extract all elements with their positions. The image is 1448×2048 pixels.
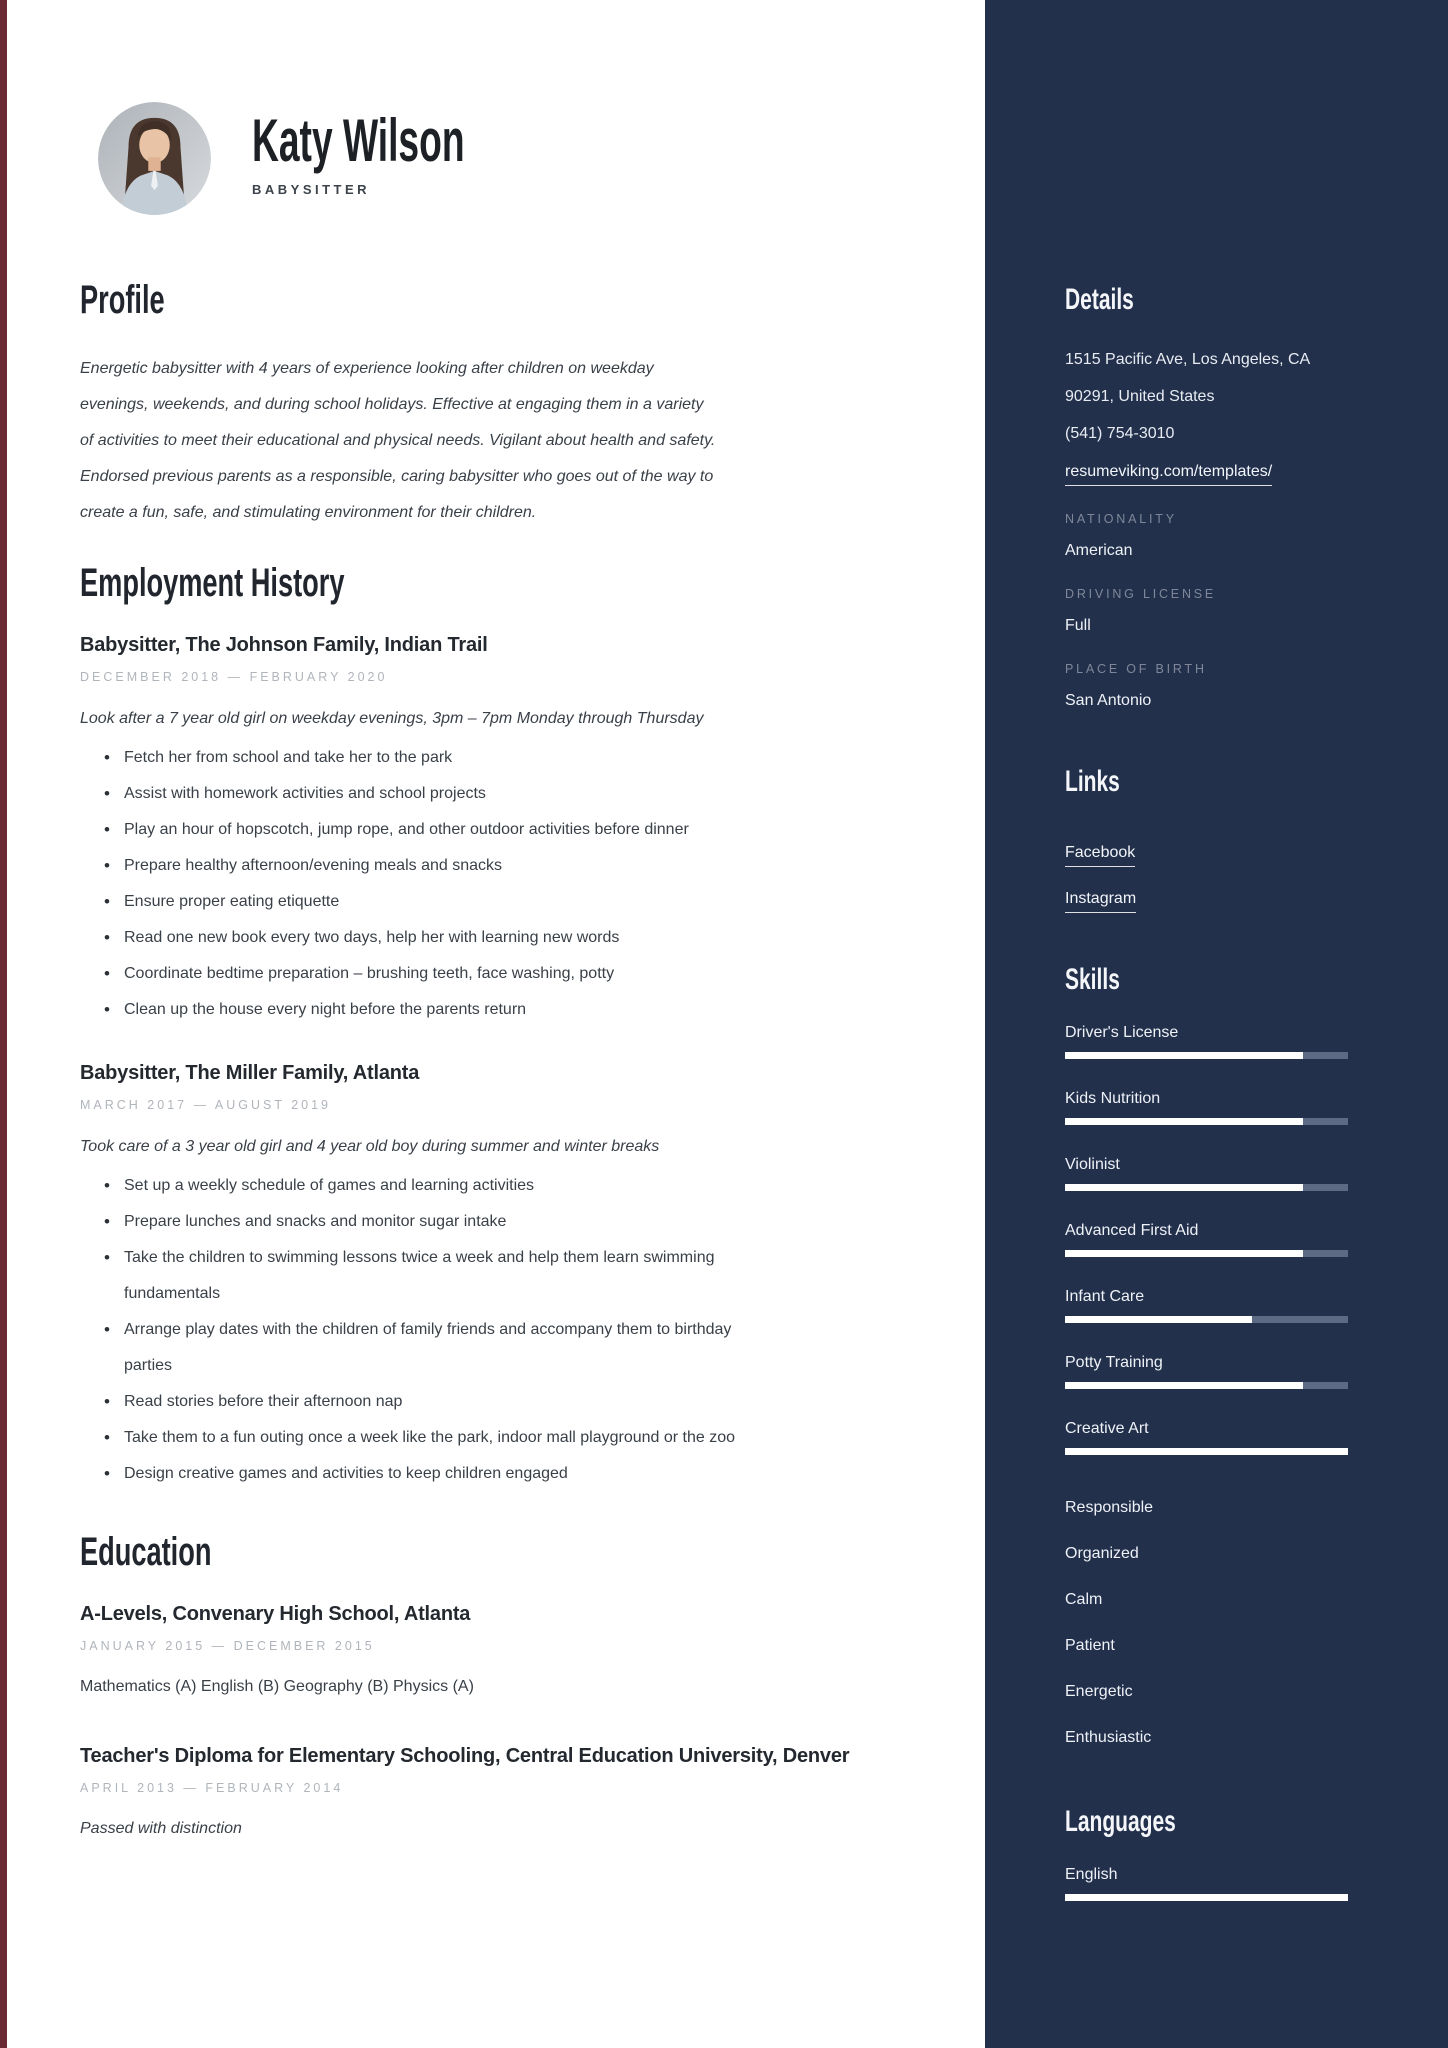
job-bullet: • Clean up the house every night before the parents return bbox=[80, 992, 770, 1028]
skill-item bbox=[1065, 1287, 1348, 1323]
links-section bbox=[1065, 765, 1348, 913]
education-dates: APRIL 2013 — FEBRUARY 2014 bbox=[80, 1781, 344, 1795]
trait: Calm bbox=[1065, 1591, 1103, 1608]
address-line-1: 1515 Pacific Ave, Los Angeles, CA bbox=[1065, 351, 1311, 368]
nationality-value: American bbox=[1065, 542, 1133, 559]
job-title: Babysitter, The Johnson Family, Indian Trail bbox=[80, 634, 488, 656]
job-bullet: • Read one new book every two days, help her with learning new words bbox=[80, 920, 770, 956]
links-list bbox=[1065, 821, 1348, 913]
education-title: A-Levels, Convenary High School, Atlanta bbox=[80, 1603, 471, 1625]
skill-bar bbox=[1065, 1052, 1348, 1059]
skill-bar bbox=[1065, 1250, 1348, 1257]
job-bullet: • Play an hour of hopscotch, jump rope, and other outdoor activities before dinner bbox=[80, 812, 770, 848]
education-entry bbox=[80, 1743, 985, 1847]
languages-section bbox=[1065, 1805, 1348, 1901]
details-section bbox=[1065, 283, 1348, 711]
links-heading: Links bbox=[1065, 765, 1120, 798]
place-of-birth-value: San Antonio bbox=[1065, 692, 1152, 709]
language-bar-fill bbox=[1065, 1894, 1348, 1901]
skill-item bbox=[1065, 1089, 1348, 1125]
skill-bar bbox=[1065, 1184, 1348, 1191]
skill-bar-fill bbox=[1065, 1316, 1252, 1323]
language-name: English bbox=[1065, 1866, 1118, 1883]
header bbox=[80, 102, 985, 215]
trait: Energetic bbox=[1065, 1683, 1133, 1700]
name-block bbox=[252, 107, 595, 197]
skill-bar-fill bbox=[1065, 1382, 1303, 1389]
trait: Patient bbox=[1065, 1637, 1115, 1654]
skill-bar bbox=[1065, 1382, 1348, 1389]
address-line-2: 90291, United States bbox=[1065, 388, 1215, 405]
job-dates: DECEMBER 2018 — FEBRUARY 2020 bbox=[80, 670, 388, 684]
job-dates: MARCH 2017 — AUGUST 2019 bbox=[80, 1098, 332, 1112]
education-entry bbox=[80, 1601, 985, 1705]
job-bullet: • Take the children to swimming lessons twice a week and help them learn swimming fundamentals bbox=[80, 1240, 770, 1312]
skill-name: Creative Art bbox=[1065, 1420, 1149, 1437]
skill-item bbox=[1065, 1221, 1348, 1257]
candidate-job-title: BABYSITTER bbox=[252, 182, 371, 197]
job-bullet: • Set up a weekly schedule of games and learning activities bbox=[80, 1168, 770, 1204]
skill-bar-fill bbox=[1065, 1250, 1303, 1257]
avatar-portrait-image bbox=[98, 102, 211, 215]
employment-heading: Employment History bbox=[80, 561, 345, 605]
skill-list bbox=[1065, 1023, 1348, 1455]
job-bullet-list bbox=[80, 1168, 770, 1492]
skill-bar-fill bbox=[1065, 1118, 1303, 1125]
skill-name: Kids Nutrition bbox=[1065, 1090, 1161, 1107]
education-note: Passed with distinction bbox=[80, 1820, 242, 1837]
place-of-birth-label: PLACE OF BIRTH bbox=[1065, 662, 1207, 676]
job-bullet: • Arrange play dates with the children of family friends and accompany them to birthday parties bbox=[80, 1312, 770, 1384]
avatar bbox=[98, 102, 211, 215]
driving-license-label: DRIVING LICENSE bbox=[1065, 587, 1217, 601]
trait: Organized bbox=[1065, 1545, 1139, 1562]
skill-bar bbox=[1065, 1118, 1348, 1125]
driving-license-value: Full bbox=[1065, 617, 1091, 634]
skills-heading: Skills bbox=[1065, 963, 1120, 996]
education-dates: JANUARY 2015 — DECEMBER 2015 bbox=[80, 1639, 375, 1653]
phone-number: (541) 754-3010 bbox=[1065, 425, 1175, 442]
job-bullet: • Take them to a fun outing once a week like the park, indoor mall playground or the zoo bbox=[80, 1420, 770, 1456]
skill-bar bbox=[1065, 1316, 1348, 1323]
job-bullet: • Fetch her from school and take her to the park bbox=[80, 740, 770, 776]
skill-item bbox=[1065, 1023, 1348, 1059]
job-summary: Look after a 7 year old girl on weekday evenings, 3pm – 7pm Monday through Thursday bbox=[80, 710, 704, 727]
job-bullet: • Prepare healthy afternoon/evening meals and snacks bbox=[80, 848, 770, 884]
job-title: Babysitter, The Miller Family, Atlanta bbox=[80, 1062, 420, 1084]
contact-block bbox=[1065, 341, 1348, 486]
details-heading: Details bbox=[1065, 283, 1134, 316]
instagram-link[interactable]: Instagram bbox=[1065, 887, 1136, 913]
job-bullet: • Assist with homework activities and school projects bbox=[80, 776, 770, 812]
skill-name: Potty Training bbox=[1065, 1354, 1163, 1371]
skill-item bbox=[1065, 1155, 1348, 1191]
profile-section bbox=[80, 278, 985, 531]
nationality-label: NATIONALITY bbox=[1065, 512, 1177, 526]
language-bar bbox=[1065, 1894, 1348, 1901]
candidate-name: Katy Wilson bbox=[252, 107, 465, 174]
skill-bar bbox=[1065, 1448, 1348, 1455]
skill-name: Advanced First Aid bbox=[1065, 1222, 1199, 1239]
sidebar bbox=[985, 0, 1448, 2048]
job-bullet: • Prepare lunches and snacks and monitor sugar intake bbox=[80, 1204, 770, 1240]
education-section bbox=[80, 1530, 985, 1847]
skill-name: Violinist bbox=[1065, 1156, 1120, 1173]
website-link[interactable]: resumeviking.com/templates/ bbox=[1065, 460, 1272, 486]
traits-list bbox=[1065, 1485, 1348, 1761]
skill-item bbox=[1065, 1419, 1348, 1455]
skill-bar-fill bbox=[1065, 1448, 1348, 1455]
profile-heading: Profile bbox=[80, 278, 165, 322]
job-entry bbox=[80, 632, 985, 1028]
skill-item bbox=[1065, 1353, 1348, 1389]
skill-bar-fill bbox=[1065, 1184, 1303, 1191]
trait: Responsible bbox=[1065, 1499, 1154, 1516]
job-entry bbox=[80, 1060, 985, 1492]
job-bullet: • Coordinate bedtime preparation – brushing teeth, face washing, potty bbox=[80, 956, 770, 992]
trait: Enthusiastic bbox=[1065, 1729, 1152, 1746]
skills-section bbox=[1065, 963, 1348, 1761]
job-bullet: • Read stories before their afternoon nap bbox=[80, 1384, 770, 1420]
education-heading: Education bbox=[80, 1530, 212, 1574]
job-summary: Took care of a 3 year old girl and 4 year old boy during summer and winter breaks bbox=[80, 1138, 660, 1155]
employment-section bbox=[80, 561, 985, 1492]
education-title: Teacher's Diploma for Elementary Schooling, Central Education University, Denver bbox=[80, 1745, 850, 1767]
job-bullet: • Ensure proper eating etiquette bbox=[80, 884, 770, 920]
profile-text: Energetic babysitter with 4 years of experience looking after children on weekday evenings, weekends, and during school holidays. Effective at engaging them in a variety of activities to meet their educational and physical needs. Vigilant about health and safety. Endorsed previous parents as a responsible, caring babysitter who goes out of the way to create a fun, safe, and stimulating environment for their children. bbox=[80, 360, 716, 521]
facebook-link[interactable]: Facebook bbox=[1065, 841, 1135, 867]
skill-name: Driver's License bbox=[1065, 1024, 1179, 1041]
skill-bar-fill bbox=[1065, 1052, 1303, 1059]
language-item bbox=[1065, 1865, 1348, 1901]
job-bullet: • Design creative games and activities to keep children engaged bbox=[80, 1456, 770, 1492]
job-bullet-list bbox=[80, 740, 770, 1028]
skill-name: Infant Care bbox=[1065, 1288, 1145, 1305]
education-note: Mathematics (A) English (B) Geography (B) Physics (A) bbox=[80, 1678, 474, 1695]
languages-heading: Languages bbox=[1065, 1805, 1176, 1838]
